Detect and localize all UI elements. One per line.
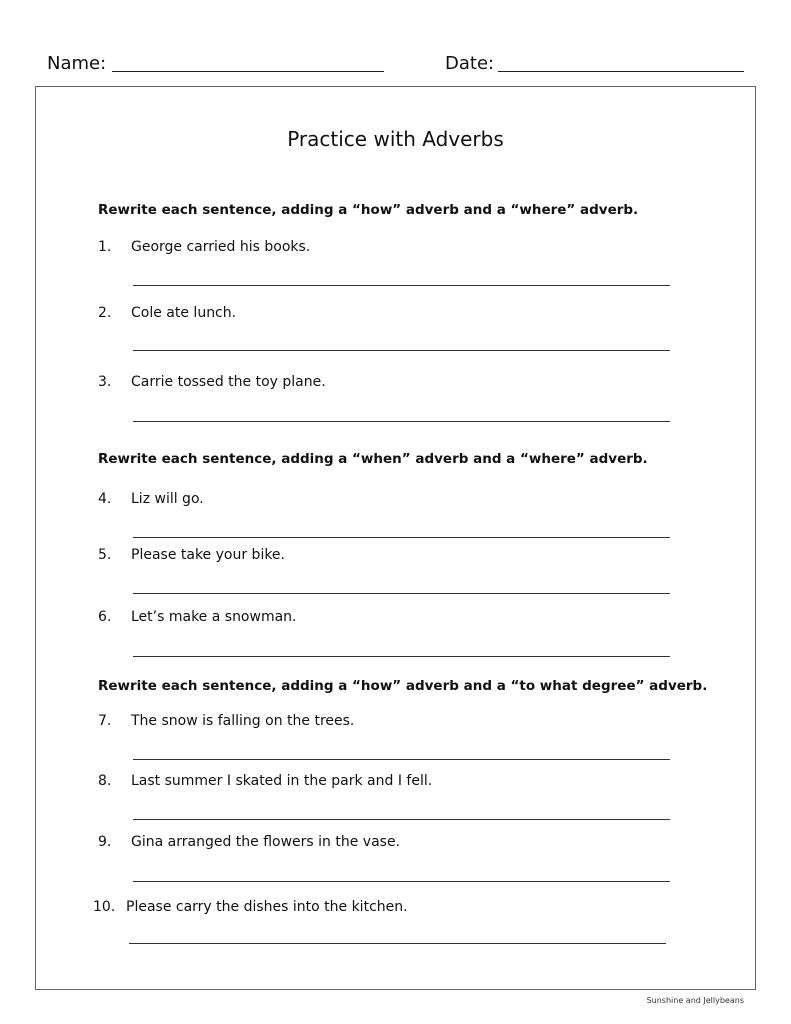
- answer-line[interactable]: [133, 421, 670, 422]
- list-item: [98, 547, 285, 563]
- worksheet-frame: [35, 86, 756, 990]
- item-sentence: Carrie tossed the toy plane.: [131, 374, 326, 390]
- item-number: 7.: [98, 713, 112, 729]
- list-item: [98, 374, 326, 390]
- answer-line[interactable]: [133, 593, 670, 594]
- item-number: 2.: [98, 305, 112, 321]
- name-label: Name:: [47, 53, 107, 74]
- answer-line[interactable]: [133, 656, 670, 657]
- item-number: 6.: [98, 609, 112, 625]
- list-item: [98, 239, 310, 255]
- item-sentence: The snow is falling on the trees.: [131, 713, 355, 729]
- item-sentence: George carried his books.: [131, 239, 311, 255]
- list-item: [98, 834, 400, 850]
- answer-line[interactable]: [133, 759, 670, 760]
- list-item: [93, 899, 408, 915]
- section-3-instruction: Rewrite each sentence, adding a “how” adverb and a “to what degree” adverb.: [98, 678, 708, 694]
- item-number: 4.: [98, 491, 112, 507]
- item-sentence: Liz will go.: [131, 491, 204, 507]
- item-number: 8.: [98, 773, 112, 789]
- list-item: [98, 773, 432, 789]
- item-sentence: Please carry the dishes into the kitchen.: [126, 899, 408, 915]
- item-sentence: Please take your bike.: [131, 547, 285, 563]
- date-line[interactable]: [498, 71, 744, 72]
- name-line[interactable]: [112, 71, 384, 72]
- answer-line[interactable]: [133, 350, 670, 351]
- item-sentence: Last summer I skated in the park and I fell.: [131, 773, 433, 789]
- item-number: 3.: [98, 374, 112, 390]
- list-item: [98, 305, 236, 321]
- date-label: Date:: [445, 53, 495, 74]
- answer-line[interactable]: [133, 285, 670, 286]
- page-title: Practice with Adverbs: [287, 127, 504, 151]
- item-sentence: Gina arranged the flowers in the vase.: [131, 834, 401, 850]
- item-sentence: Cole ate lunch.: [131, 305, 237, 321]
- section-1-instruction: Rewrite each sentence, adding a “how” adverb and a “where” adverb.: [98, 202, 639, 218]
- list-item: [98, 491, 204, 507]
- item-number: 5.: [98, 547, 112, 563]
- item-sentence: Let’s make a snowman.: [131, 609, 297, 625]
- answer-line[interactable]: [133, 881, 670, 882]
- answer-line[interactable]: [133, 819, 670, 820]
- item-number: 10.: [93, 899, 116, 915]
- item-number: 9.: [98, 834, 112, 850]
- answer-line[interactable]: [133, 537, 670, 538]
- item-number: 1.: [98, 239, 112, 255]
- footer-credit: Sunshine and Jellybeans: [646, 996, 744, 1005]
- list-item: [98, 609, 297, 625]
- answer-line[interactable]: [129, 943, 666, 944]
- section-2-instruction: Rewrite each sentence, adding a “when” adverb and a “where” adverb.: [98, 451, 648, 467]
- list-item: [98, 713, 354, 729]
